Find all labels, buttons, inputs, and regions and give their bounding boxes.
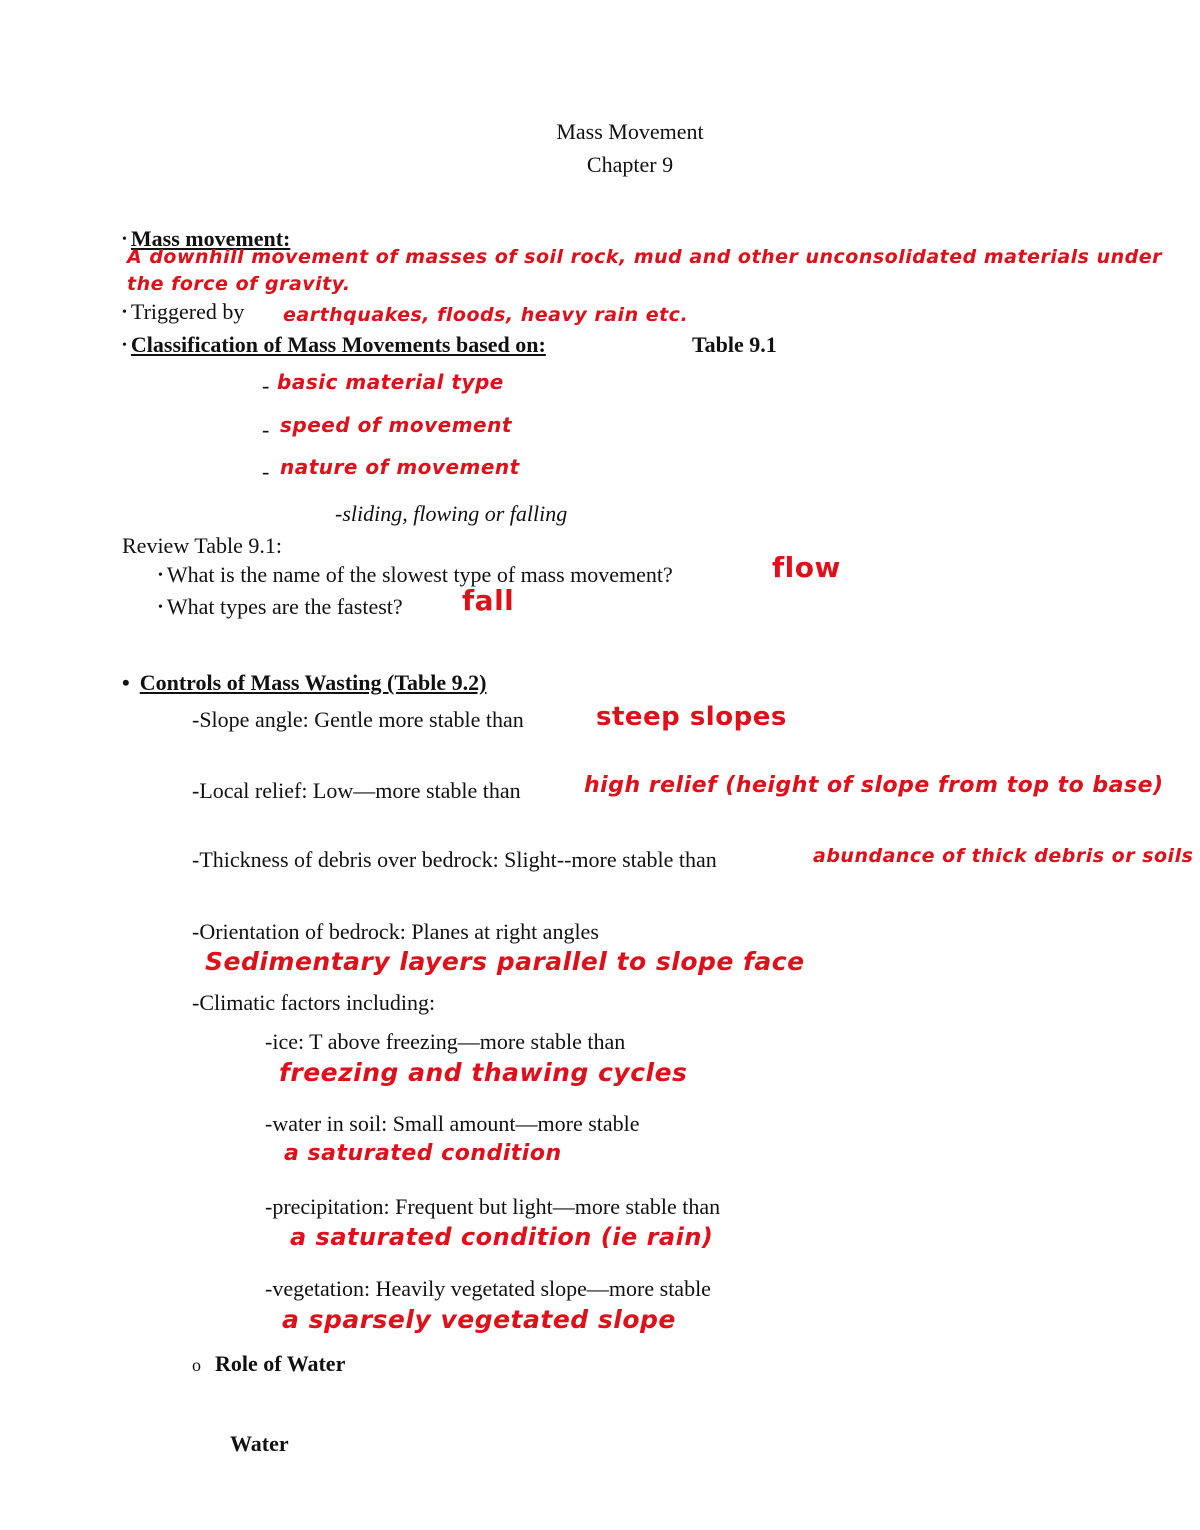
handwritten-saturated-2: a saturated condition (ie rain) [290, 1223, 714, 1251]
classification-item [122, 332, 546, 359]
question-text: What is the name of the slowest type of mass movement? [166, 562, 673, 587]
bullet: • [122, 232, 127, 247]
handwritten-material-type: basic material type [277, 370, 504, 394]
table-ref: Table 9.1 [692, 332, 777, 357]
triggered-by-label: Triggered by [130, 299, 245, 324]
water-heading: Water [230, 1431, 289, 1456]
slope-angle-line: -Slope angle: Gentle more stable than [192, 707, 524, 732]
orientation-line: -Orientation of bedrock: Planes at right angles [192, 919, 599, 944]
handwritten-saturated-1: a saturated condition [284, 1141, 562, 1166]
handwritten-answer-2: fall [462, 584, 515, 617]
vegetation-line: -vegetation: Heavily vegetated slope—more stable [265, 1276, 711, 1301]
bullet: • [158, 600, 163, 615]
page-title: Mass Movement [556, 119, 704, 144]
triggered-by-item [122, 299, 244, 326]
thickness-line: -Thickness of debris over bedrock: Slight--more stable than [192, 847, 717, 872]
handwritten-sparsely: a sparsely vegetated slope [282, 1305, 676, 1334]
bullet: • [122, 338, 127, 353]
movement-types: -sliding, flowing or falling [335, 501, 568, 526]
role-of-water-item [192, 1351, 345, 1378]
handwritten-high-relief: high relief (height of slope from top to base) [584, 773, 1164, 798]
handwritten-thick-debris: abundance of thick debris or soils [813, 845, 1194, 867]
classification-dash-1: - [262, 373, 270, 398]
precipitation-line: -precipitation: Frequent but light—more stable than [265, 1194, 721, 1219]
question-text: What types are the fastest? [166, 594, 403, 619]
handwritten-speed: speed of movement [280, 413, 512, 437]
review-question-2 [158, 594, 403, 621]
handwritten-definition: A downhill movement of masses of soil rock, mud and other unconsolidated materials under the force of gravity. [127, 246, 1162, 295]
review-question-1 [158, 562, 673, 589]
bullet-circle: o [192, 1355, 201, 1375]
handwritten-sedimentary: Sedimentary layers parallel to slope face [205, 947, 805, 976]
controls-label: Controls of Mass Wasting (Table 9.2) [139, 670, 487, 695]
climatic-line: -Climatic factors including: [192, 990, 436, 1015]
ice-line: -ice: T above freezing—more stable than [265, 1029, 626, 1054]
water-in-soil-line: -water in soil: Small amount—more stable [265, 1111, 640, 1136]
handwritten-freezing: freezing and thawing cycles [279, 1058, 688, 1087]
chapter-subtitle: Chapter 9 [586, 152, 674, 177]
bullet: • [158, 568, 163, 583]
bullet: • [122, 670, 130, 695]
role-of-water-label: Role of Water [215, 1351, 346, 1376]
mass-movement-label: Mass movement: [130, 226, 291, 251]
handwritten-steep-slopes: steep slopes [596, 702, 787, 732]
classification-dash-3: - [262, 459, 270, 484]
handwritten-nature: nature of movement [280, 455, 520, 479]
handwritten-triggers: earthquakes, floods, heavy rain etc. [283, 304, 689, 326]
controls-item [122, 670, 486, 696]
review-heading: Review Table 9.1: [122, 533, 282, 558]
classification-dash-2: - [262, 417, 270, 442]
classification-label: Classification of Mass Movements based on: [130, 332, 546, 357]
local-relief-line: -Local relief: Low—more stable than [192, 778, 521, 803]
handwritten-answer-1: flow [772, 551, 841, 584]
bullet: • [122, 305, 127, 320]
